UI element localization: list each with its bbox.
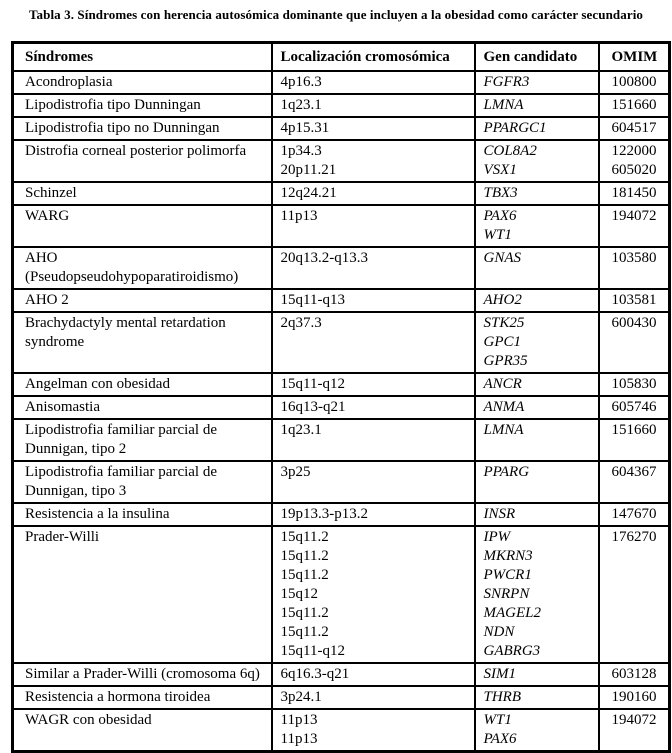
candidate-gene-cell (475, 709, 599, 752)
cell-line: MAGEL2 (483, 605, 541, 621)
omim-number-cell (599, 419, 670, 461)
cell-line: NDN (483, 624, 515, 640)
cell-line: 6q16.3-q21 (280, 666, 350, 682)
cell-line: WT1 (483, 712, 512, 728)
cell-line: 1q23.1 (280, 422, 322, 438)
cell-line: LMNA (483, 97, 524, 113)
cell-line: 122000 (611, 143, 657, 159)
candidate-gene-cell (475, 71, 599, 94)
syndrome-cell (13, 709, 272, 752)
cell-line: Resistencia a hormona tiroidea (25, 689, 211, 705)
chromosome-location-cell (272, 663, 475, 686)
cell-line: Brachydactyly mental retardation (25, 315, 226, 331)
candidate-gene-cell (475, 247, 599, 289)
syndrome-cell (13, 117, 272, 140)
cell-line: 15q12 (280, 586, 318, 602)
column-header-gen-candidato: Gen candidato (475, 43, 599, 72)
cell-line: AHO 2 (25, 292, 69, 308)
cell-line: 15q11.2 (280, 624, 329, 640)
cell-line: 190160 (611, 689, 657, 705)
candidate-gene-cell (475, 140, 599, 182)
syndrome-cell (13, 663, 272, 686)
cell-line: 604517 (611, 120, 657, 136)
syndrome-cell (13, 461, 272, 503)
syndrome-cell (13, 71, 272, 94)
syndrome-cell (13, 247, 272, 289)
chromosome-location-cell (272, 526, 475, 663)
cell-line: 15q11-q12 (280, 643, 345, 659)
cell-line: Angelman con obesidad (25, 376, 170, 392)
candidate-gene-cell (475, 289, 599, 312)
candidate-gene-cell (475, 461, 599, 503)
cell-line: 12q24.21 (280, 185, 337, 201)
cell-line: Schinzel (25, 185, 77, 201)
table-row (13, 709, 670, 752)
cell-line: AHO2 (483, 292, 522, 308)
cell-line: 603128 (611, 666, 657, 682)
candidate-gene-cell (475, 419, 599, 461)
cell-line: 1q23.1 (280, 97, 322, 113)
cell-line: TBX3 (483, 185, 518, 201)
omim-number-cell (599, 312, 670, 373)
chromosome-location-cell (272, 373, 475, 396)
cell-line: 105830 (611, 376, 657, 392)
syndrome-cell (13, 419, 272, 461)
omim-number-cell (599, 94, 670, 117)
omim-number-cell (599, 396, 670, 419)
omim-number-cell (599, 526, 670, 663)
cell-line: SNRPN (483, 586, 530, 602)
cell-line: 2q37.3 (280, 315, 322, 331)
table-caption: Tabla 3. Síndromes con herencia autosómica dominante que incluyen a la obesidad como carácter secundario (28, 7, 644, 22)
omim-number-cell (599, 709, 670, 752)
cell-line: LMNA (483, 422, 524, 438)
cell-line: 181450 (611, 185, 657, 201)
cell-line: Lipodistrofia familiar parcial de (25, 464, 218, 480)
cell-line: GPR35 (483, 353, 528, 369)
column-header-localizacion-cromosomica: Localización cromosómica (272, 43, 475, 72)
chromosome-location-cell (272, 117, 475, 140)
column-header-omim: OMIM (599, 43, 670, 72)
cell-line: 605020 (611, 162, 657, 178)
cell-line: PAX6 (483, 208, 517, 224)
candidate-gene-cell (475, 312, 599, 373)
syndrome-cell (13, 503, 272, 526)
chromosome-location-cell (272, 71, 475, 94)
candidate-gene-cell (475, 526, 599, 663)
chromosome-location-cell (272, 503, 475, 526)
chromosome-location-cell (272, 461, 475, 503)
table-row (13, 503, 670, 526)
cell-line: INSR (483, 506, 516, 522)
table-row (13, 71, 670, 94)
syndrome-cell (13, 289, 272, 312)
omim-number-cell (599, 663, 670, 686)
cell-line: Lipodistrofia tipo no Dunningan (25, 120, 220, 136)
column-header-sindromes: Síndromes (13, 43, 272, 72)
cell-line: Prader-Willi (25, 529, 100, 545)
cell-line: 4p15.31 (280, 120, 330, 136)
omim-number-cell (599, 289, 670, 312)
syndrome-cell (13, 373, 272, 396)
cell-line: 11p13 (280, 731, 318, 747)
cell-line: 11p13 (280, 712, 318, 728)
cell-line: Anisomastia (25, 399, 100, 415)
cell-line: SIM1 (483, 666, 516, 682)
cell-line: STK25 (483, 315, 525, 331)
cell-line: 19p13.3-p13.2 (280, 506, 368, 522)
cell-line: 194072 (611, 208, 657, 224)
syndrome-cell (13, 686, 272, 709)
omim-number-cell (599, 373, 670, 396)
cell-line: 176270 (611, 529, 657, 545)
cell-line: 147670 (611, 506, 657, 522)
chromosome-location-cell (272, 94, 475, 117)
cell-line: syndrome (25, 334, 85, 350)
cell-line: 151660 (611, 97, 657, 113)
chromosome-location-cell (272, 312, 475, 373)
omim-number-cell (599, 205, 670, 247)
cell-line: Dunnigan, tipo 3 (25, 483, 127, 499)
chromosome-location-cell (272, 140, 475, 182)
cell-line: 100800 (611, 74, 657, 90)
table-row (13, 373, 670, 396)
syndrome-cell (13, 94, 272, 117)
cell-line: 194072 (611, 712, 657, 728)
cell-line: 151660 (611, 422, 657, 438)
chromosome-location-cell (272, 289, 475, 312)
cell-line: Dunnigan, tipo 2 (25, 441, 127, 457)
cell-line: VSX1 (483, 162, 517, 178)
candidate-gene-cell (475, 205, 599, 247)
cell-line: GNAS (483, 250, 521, 266)
candidate-gene-cell (475, 686, 599, 709)
omim-number-cell (599, 461, 670, 503)
cell-line: PPARG (483, 464, 530, 480)
table-row (13, 526, 670, 663)
cell-line: ANMA (483, 399, 525, 415)
omim-number-cell (599, 686, 670, 709)
table-row (13, 205, 670, 247)
cell-line: 20p11.21 (280, 162, 337, 178)
chromosome-location-cell (272, 182, 475, 205)
cell-line: IPW (483, 529, 511, 545)
candidate-gene-cell (475, 182, 599, 205)
cell-line: Distrofia corneal posterior polimorfa (25, 143, 247, 159)
syndrome-cell (13, 526, 272, 663)
table-row (13, 396, 670, 419)
cell-line: 4p16.3 (280, 74, 322, 90)
cell-line: Lipodistrofia familiar parcial de (25, 422, 218, 438)
candidate-gene-cell (475, 396, 599, 419)
cell-line: FGFR3 (483, 74, 530, 90)
syndrome-cell (13, 312, 272, 373)
cell-line: COL8A2 (483, 143, 537, 159)
cell-line: 604367 (611, 464, 657, 480)
cell-line: THRB (483, 689, 521, 705)
chromosome-location-cell (272, 396, 475, 419)
cell-line: 15q11.2 (280, 548, 329, 564)
omim-number-cell (599, 117, 670, 140)
cell-line: Similar a Prader-Willi (cromosoma 6q) (25, 666, 260, 682)
candidate-gene-cell (475, 94, 599, 117)
omim-number-cell (599, 247, 670, 289)
cell-line: PAX6 (483, 731, 517, 747)
chromosome-location-cell (272, 686, 475, 709)
omim-number-cell (599, 503, 670, 526)
candidate-gene-cell (475, 373, 599, 396)
cell-line: 15q11.2 (280, 567, 329, 583)
cell-line: MKRN3 (483, 548, 533, 564)
cell-line: 11p13 (280, 208, 318, 224)
cell-line: WARG (25, 208, 70, 224)
header-row (13, 43, 670, 72)
syndromes-table (11, 41, 671, 753)
chromosome-location-cell (272, 205, 475, 247)
table-row (13, 140, 670, 182)
table-row (13, 663, 670, 686)
chromosome-location-cell (272, 419, 475, 461)
cell-line: 600430 (611, 315, 657, 331)
syndrome-cell (13, 182, 272, 205)
chromosome-location-cell (272, 247, 475, 289)
omim-number-cell (599, 140, 670, 182)
candidate-gene-cell (475, 503, 599, 526)
candidate-gene-cell (475, 117, 599, 140)
table-row (13, 312, 670, 373)
omim-number-cell (599, 182, 670, 205)
table-row (13, 182, 670, 205)
cell-line: PWCR1 (483, 567, 532, 583)
cell-line: 15q11.2 (280, 529, 329, 545)
cell-line: Acondroplasia (25, 74, 113, 90)
omim-number-cell (599, 71, 670, 94)
cell-line: 16q13-q21 (280, 399, 346, 415)
cell-line: GABRG3 (483, 643, 541, 659)
table-row (13, 94, 670, 117)
cell-line: (Pseudopseudohypoparatiroidismo) (25, 269, 239, 285)
cell-line: WT1 (483, 227, 512, 243)
cell-line: ANCR (483, 376, 522, 392)
table-row (13, 686, 670, 709)
syndrome-cell (13, 396, 272, 419)
cell-line: 15q11.2 (280, 605, 329, 621)
cell-line: Lipodistrofia tipo Dunningan (25, 97, 201, 113)
table-row (13, 289, 670, 312)
cell-line: 605746 (611, 399, 657, 415)
cell-line: 15q11-q13 (280, 292, 345, 308)
cell-line: Resistencia a la insulina (25, 506, 170, 522)
cell-line: 20q13.2-q13.3 (280, 250, 368, 266)
chromosome-location-cell (272, 709, 475, 752)
candidate-gene-cell (475, 663, 599, 686)
cell-line: 103581 (611, 292, 657, 308)
table-row (13, 247, 670, 289)
syndrome-cell (13, 205, 272, 247)
cell-line: 1p34.3 (280, 143, 322, 159)
cell-line: 103580 (611, 250, 657, 266)
cell-line: GPC1 (483, 334, 521, 350)
cell-line: 3p24.1 (280, 689, 322, 705)
table-row (13, 461, 670, 503)
cell-line: WAGR con obesidad (25, 712, 152, 728)
table-row (13, 419, 670, 461)
syndrome-cell (13, 140, 272, 182)
cell-line: 15q11-q12 (280, 376, 345, 392)
cell-line: PPARGC1 (483, 120, 547, 136)
cell-line: AHO (25, 250, 58, 266)
table-row (13, 117, 670, 140)
cell-line: 3p25 (280, 464, 311, 480)
